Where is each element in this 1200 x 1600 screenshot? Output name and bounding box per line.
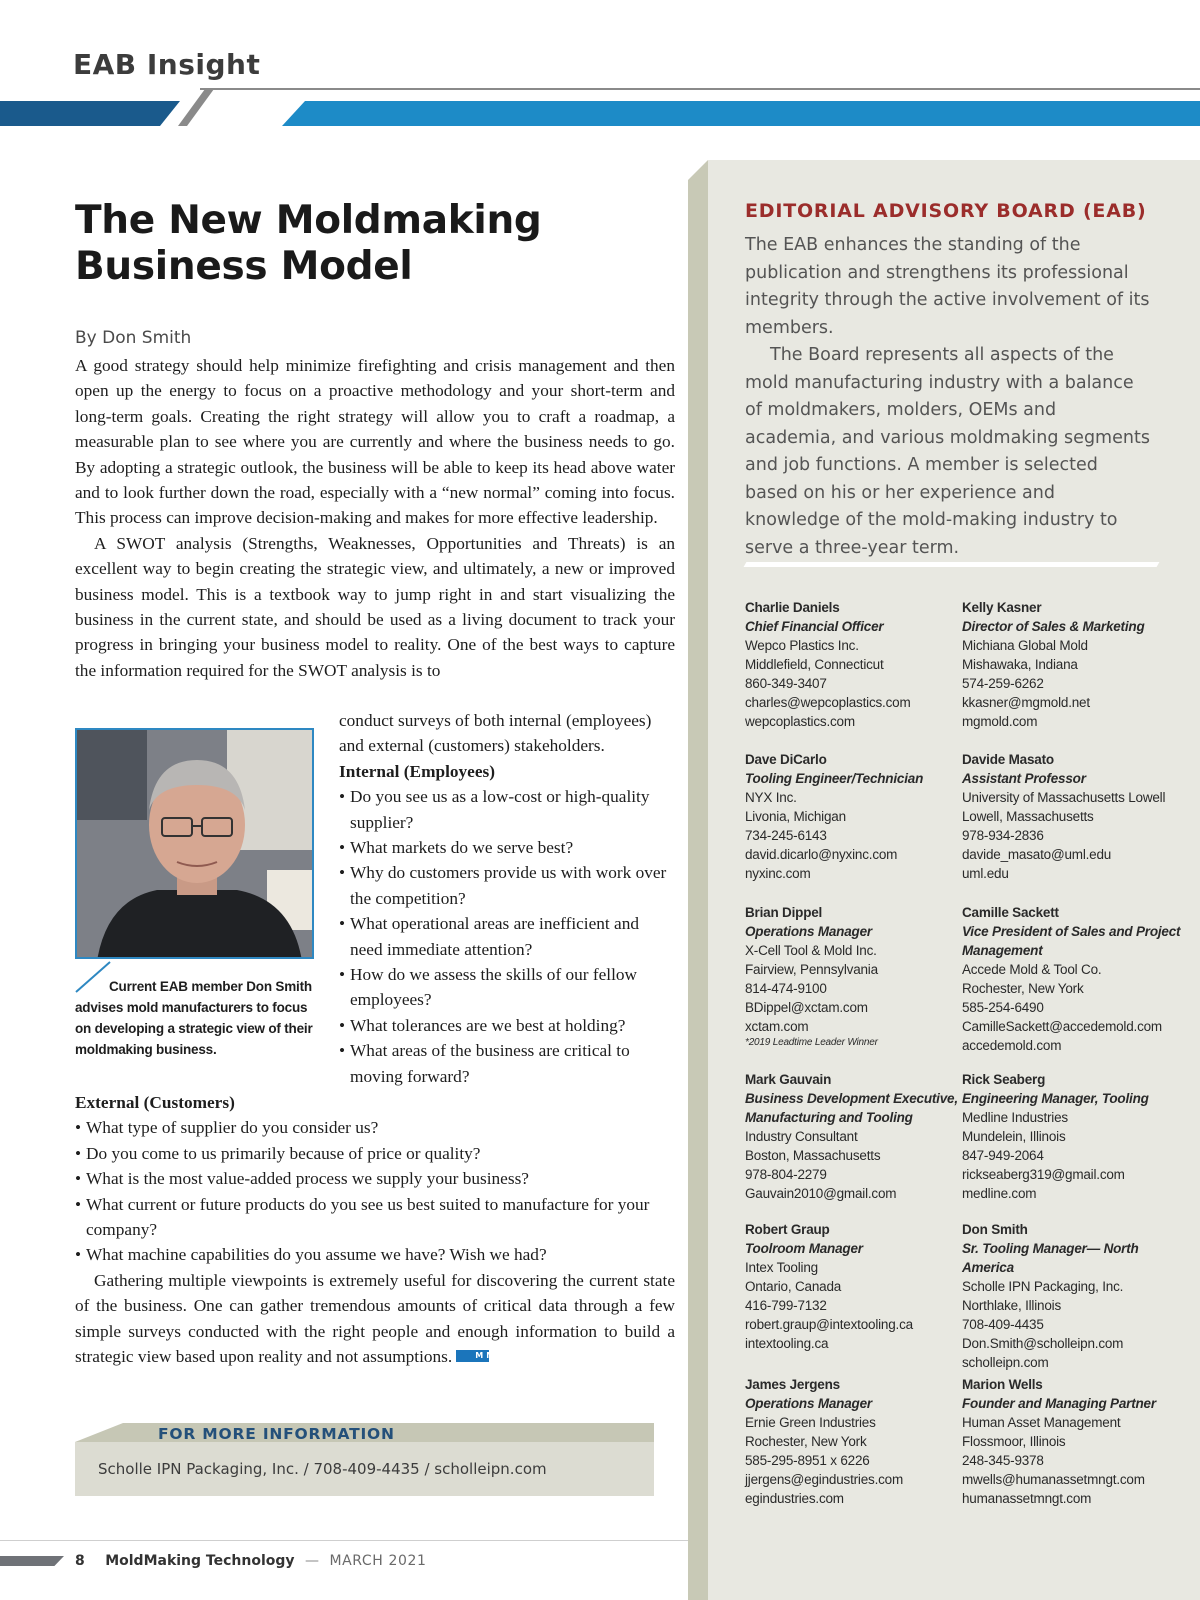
member-detail: 978-804-2279 [745, 1167, 827, 1182]
closing-text: Gathering multiple viewpoints is extremely useful for discovering the current state of the business. One can gather tremendous amounts of critical data through a few simple surveys conducted with the right people and enough information to build a strategic view based upon reality and not assumptions. [75, 1270, 675, 1367]
header-stripe [0, 86, 1200, 130]
end-mark-letter: T [497, 1351, 503, 1361]
internal-question: • What areas of the business are critical to moving forward? [339, 1038, 669, 1089]
author-photo [75, 728, 314, 959]
eab-member-card [962, 1070, 1182, 1203]
issue-date: MARCH 2021 [329, 1553, 427, 1569]
member-detail: University of Massachusetts Lowell [962, 790, 1166, 805]
member-detail: xctam.com [745, 1019, 809, 1034]
member-detail: 847-949-2064 [962, 1148, 1044, 1163]
member-detail: 860-349-3407 [745, 676, 827, 691]
member-name: James Jergens [745, 1377, 840, 1392]
eab-member-card [962, 750, 1182, 883]
member-detail: Livonia, Michigan [745, 809, 846, 824]
member-detail: accedemold.com [962, 1038, 1062, 1053]
eab-member-card [962, 1375, 1182, 1508]
internal-question-list [339, 784, 669, 1089]
member-detail: Wepco Plastics Inc. [745, 638, 859, 653]
byline: By Don Smith [75, 328, 192, 348]
footer-separator: — [304, 1553, 319, 1569]
member-detail: Boston, Massachusetts [745, 1148, 881, 1163]
member-detail: mwells@humanassetmngt.com [962, 1472, 1145, 1487]
eab-divider [744, 562, 1160, 567]
member-detail: BDippel@xctam.com [745, 1000, 868, 1015]
section-label: EAB Insight [73, 48, 261, 81]
article-right-column [339, 708, 669, 1089]
member-detail: kkasner@mgmold.net [962, 695, 1090, 710]
member-name: Robert Graup [745, 1222, 830, 1237]
member-title: Founder and Managing Partner [962, 1396, 1156, 1411]
member-title: Operations Manager [745, 924, 872, 939]
internal-question: • What tolerances are we best at holding? [339, 1013, 669, 1038]
footer-rule [0, 1540, 688, 1541]
internal-question: • Why do customers provide us with work over the competition? [339, 860, 669, 911]
external-question: • What type of supplier do you consider us? [75, 1115, 675, 1140]
sidebar-edge [688, 160, 708, 1600]
member-name: Mark Gauvain [745, 1072, 832, 1087]
member-name: Don Smith [962, 1222, 1028, 1237]
member-detail: davide_masato@uml.edu [962, 847, 1112, 862]
member-title: Toolroom Manager [745, 1241, 863, 1256]
member-detail: Michiana Global Mold [962, 638, 1088, 653]
member-detail: Lowell, Massachusetts [962, 809, 1094, 824]
member-detail: medline.com [962, 1186, 1037, 1201]
member-note: *2019 Leadtime Leader Winner [745, 1037, 878, 1048]
member-name: Rick Seaberg [962, 1072, 1046, 1087]
member-name: Marion Wells [962, 1377, 1043, 1392]
external-question: • Do you come to us primarily because of price or quality? [75, 1141, 675, 1166]
member-name: Kelly Kasner [962, 600, 1042, 615]
member-detail: rickseaberg319@gmail.com [962, 1167, 1125, 1182]
article-paragraph-2: A SWOT analysis (Strengths, Weaknesses, Opportunities and Threats) is an excellent way to begin creating the strategic view, and ultimately, a new or improved business model. This is a textbook way to jump right in and start visualizing the business in the current state, and should be used as a living document to track your progress in bringing your business model to reality. One of the best ways to capture the information required for the SWOT analysis is to [75, 533, 675, 680]
closing-paragraph [75, 1268, 675, 1370]
member-detail: Fairview, Pennsylvania [745, 962, 878, 977]
external-heading: External (Customers) [75, 1093, 235, 1112]
more-info-title: FOR MORE INFORMATION [158, 1425, 395, 1443]
external-question: • What current or future products do you see us best suited to manufacture for your company? [75, 1192, 675, 1243]
member-detail: wepcoplastics.com [745, 714, 855, 729]
member-detail: Don.Smith@scholleipn.com [962, 1336, 1124, 1351]
member-detail: charles@wepcoplastics.com [745, 695, 911, 710]
internal-question: • What operational areas are inefficient and need immediate attention? [339, 911, 669, 962]
external-question-list [75, 1115, 675, 1267]
member-detail: 585-295-8951 x 6226 [745, 1453, 870, 1468]
member-detail: Human Asset Management [962, 1415, 1121, 1430]
member-name: Camille Sackett [962, 905, 1059, 920]
member-detail: robert.graup@intextooling.ca [745, 1317, 913, 1332]
member-detail: egindustries.com [745, 1491, 844, 1506]
page-footer [75, 1553, 427, 1569]
eab-member-card [745, 1070, 965, 1203]
member-detail: 585-254-6490 [962, 1000, 1044, 1015]
member-name: Brian Dippel [745, 905, 823, 920]
member-detail: david.dicarlo@nyxinc.com [745, 847, 898, 862]
member-name: Davide Masato [962, 752, 1054, 767]
member-title: Operations Manager [745, 1396, 872, 1411]
member-name: Dave DiCarlo [745, 752, 827, 767]
member-detail: Rochester, New York [745, 1434, 867, 1449]
member-detail: 734-245-6143 [745, 828, 827, 843]
member-title: Business Development Executive, Manufacturing and Tooling [745, 1091, 958, 1125]
eab-member-card [962, 903, 1182, 1055]
eab-member-card [745, 903, 965, 1050]
member-detail: nyxinc.com [745, 866, 811, 881]
member-detail: Medline Industries [962, 1110, 1068, 1125]
article-title-line-1: The New Moldmaking [75, 198, 542, 243]
header-stripe-left [0, 101, 180, 126]
member-detail: 248-345-9378 [962, 1453, 1044, 1468]
member-title: Director of Sales & Marketing [962, 619, 1145, 634]
member-detail: Ontario, Canada [745, 1279, 842, 1294]
eab-member-card [745, 598, 965, 731]
photo-caption: Current EAB member Don Smith advises mold manufacturers to focus on developing a strategic view of their moldmaking business. [75, 979, 313, 1057]
more-info-text: Scholle IPN Packaging, Inc. / 708-409-4435 / scholleipn.com [98, 1460, 547, 1478]
header-stripe-right [282, 101, 1200, 126]
member-detail: mgmold.com [962, 714, 1038, 729]
member-detail: 708-409-4435 [962, 1317, 1044, 1332]
article-paragraph-1: A good strategy should help minimize firefighting and crisis management and then open up the energy to focus on a proactive methodology and your short-term and long-term goals. Creating the right strategy will allow you to craft a roadmap, a measurable plan to see where you are currently and where the business needs to go. By adopting a strategic outlook, the business will be able to keep its head above water and to look further down the road, especially with a “new normal” coming into focus. This process can improve decision-making and makes for more effective leadership. [75, 356, 675, 528]
member-detail: Mishawaka, Indiana [962, 657, 1078, 672]
internal-heading: Internal (Employees) [339, 761, 495, 781]
member-detail: Mundelein, Illinois [962, 1129, 1066, 1144]
member-detail: Accede Mold & Tool Co. [962, 962, 1102, 977]
member-title: Vice President of Sales and Project Management [962, 924, 1181, 958]
member-detail: Flossmoor, Illinois [962, 1434, 1066, 1449]
member-name: Charlie Daniels [745, 600, 840, 615]
article-intro [75, 353, 675, 683]
member-detail: intextooling.ca [745, 1336, 829, 1351]
article-title-line-2: Business Model [75, 244, 413, 289]
sidebar-edge-cut [688, 160, 708, 180]
external-question: • What machine capabilities do you assume we have? Wish we had? [75, 1242, 675, 1267]
member-detail: Ernie Green Industries [745, 1415, 876, 1430]
member-detail: jjergens@egindustries.com [745, 1472, 904, 1487]
article-title [75, 198, 635, 290]
member-detail: humanassetmngt.com [962, 1491, 1092, 1506]
member-title: Tooling Engineer/Technician [745, 771, 924, 786]
end-mark-letter: M [475, 1351, 484, 1361]
header-stripe-slash [178, 89, 214, 126]
member-detail: Rochester, New York [962, 981, 1084, 996]
eab-intro [745, 232, 1150, 562]
eab-intro-para-2: The Board represents all aspects of the mold manufacturing industry with a balance of moldmakers, molders, OEMs and academia, and various moldmaking segments and job functions. A member is selected based on his or her experience and knowledge of the mold-making industry to serve a three-year term. [745, 345, 1150, 558]
author-photo-illustration [77, 730, 314, 959]
eab-heading: EDITORIAL ADVISORY BOARD (EAB) [745, 200, 1147, 222]
member-detail: 978-934-2836 [962, 828, 1044, 843]
internal-question: • Do you see us as a low-cost or high-quality supplier? [339, 784, 669, 835]
member-detail: Gauvain2010@gmail.com [745, 1186, 897, 1201]
member-detail: 416-799-7132 [745, 1298, 827, 1313]
member-title: Assistant Professor [962, 771, 1086, 786]
member-title: Chief Financial Officer [745, 619, 884, 634]
member-detail: Northlake, Illinois [962, 1298, 1061, 1313]
magazine-name: MoldMaking Technology [105, 1553, 295, 1569]
member-title: Sr. Tooling Manager— North America [962, 1241, 1139, 1275]
article-paragraph-2-continued: conduct surveys of both internal (employees) and external (customers) stakeholders. [339, 711, 652, 756]
eab-intro-para-1: The EAB enhances the standing of the publication and strengthens its professional integrity through the active involvement of its members. [745, 235, 1150, 338]
internal-question: • How do we assess the skills of our fellow employees? [339, 962, 669, 1013]
footer-bar [0, 1556, 64, 1566]
member-detail: NYX Inc. [745, 790, 797, 805]
member-detail: 814-474-9100 [745, 981, 827, 996]
external-question: • What is the most value-added process we supply your business? [75, 1166, 675, 1191]
page-number: 8 [75, 1553, 85, 1569]
more-info-header-cut [75, 1423, 123, 1442]
member-title: Engineering Manager, Tooling [962, 1091, 1149, 1106]
end-mark-logo [456, 1350, 503, 1362]
member-detail: uml.edu [962, 866, 1009, 881]
member-detail: scholleipn.com [962, 1355, 1049, 1370]
member-detail: Scholle IPN Packaging, Inc. [962, 1279, 1124, 1294]
internal-question: • What markets do we serve best? [339, 835, 669, 860]
member-detail: Industry Consultant [745, 1129, 858, 1144]
member-detail: X-Cell Tool & Mold Inc. [745, 943, 877, 958]
eab-member-card [962, 1220, 1182, 1372]
eab-member-card [962, 598, 1182, 731]
member-detail: 574-259-6262 [962, 676, 1044, 691]
member-detail: Intex Tooling [745, 1260, 818, 1275]
eab-member-card [745, 750, 965, 883]
eab-member-card [745, 1375, 965, 1508]
end-mark-letter: M [486, 1351, 495, 1361]
member-detail: Middlefield, Connecticut [745, 657, 884, 672]
external-section [75, 1090, 675, 1369]
member-detail: CamilleSackett@accedemold.com [962, 1019, 1162, 1034]
eab-member-card [745, 1220, 965, 1353]
